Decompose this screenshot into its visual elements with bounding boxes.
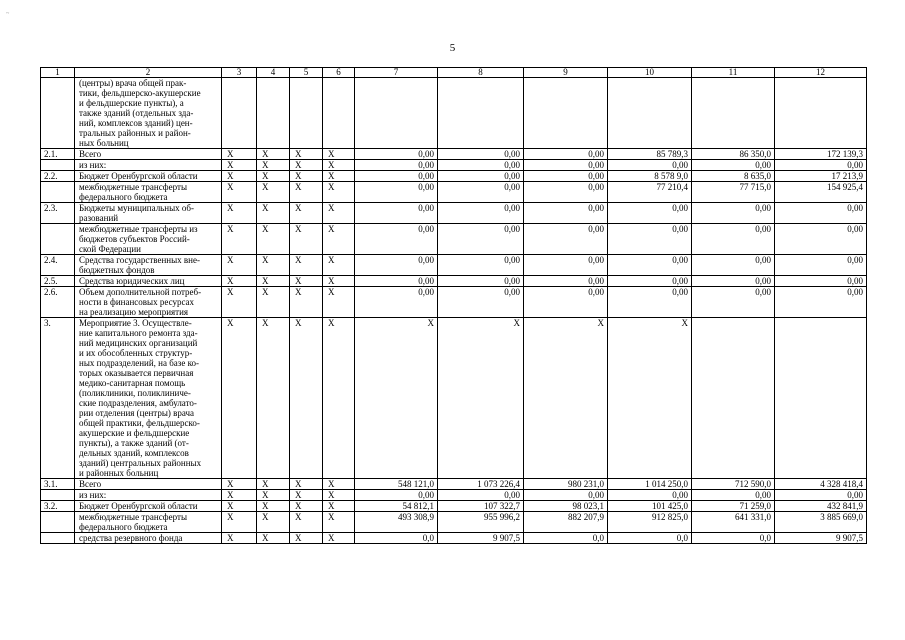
table-cell: 0,00 (524, 182, 608, 203)
row-description: средства резервного фонда (75, 533, 222, 544)
table-cell: 641 331,0 (692, 512, 775, 533)
table-cell: 1 014 250,0 (608, 479, 692, 490)
table-cell (355, 78, 438, 149)
row-number: 2.5. (41, 276, 75, 287)
table-cell: 0,00 (608, 287, 692, 318)
row-description: межбюджетные трансферты из бюджетов субъектов Россий- ской Федерации (75, 224, 222, 255)
row-number: 2.2. (41, 171, 75, 182)
table-cell: 0,00 (355, 149, 438, 160)
table-cell: X (323, 501, 355, 512)
table-cell: 107 322,7 (438, 501, 524, 512)
column-header: 5 (290, 68, 323, 78)
table-row (41, 224, 867, 255)
table-cell: X (290, 479, 323, 490)
corner-mark: ~ (6, 11, 10, 17)
table-cell: 0,00 (438, 203, 524, 224)
table-row (41, 276, 867, 287)
row-description: межбюджетные трансферты федерального бюджета (75, 182, 222, 203)
row-description: из них: (75, 160, 222, 171)
table-cell: 0,00 (608, 276, 692, 287)
table-cell: X (222, 182, 257, 203)
table-cell: X (323, 533, 355, 544)
table-cell (323, 78, 355, 149)
table-cell: 0,00 (775, 490, 867, 501)
column-header: 9 (524, 68, 608, 78)
table-cell: 0,00 (692, 490, 775, 501)
table-cell: X (323, 276, 355, 287)
table-header-row (41, 68, 867, 78)
table-cell: 77 715,0 (692, 182, 775, 203)
row-description: Всего (75, 479, 222, 490)
row-description: Бюджет Оренбургской области (75, 501, 222, 512)
column-header: 6 (323, 68, 355, 78)
table-row (41, 490, 867, 501)
table-cell: 0,00 (438, 182, 524, 203)
table-cell: 0,00 (524, 149, 608, 160)
table-cell: 0,00 (438, 149, 524, 160)
row-number (41, 512, 75, 533)
table-cell: X (323, 512, 355, 533)
row-number (41, 182, 75, 203)
table-cell: X (290, 512, 323, 533)
table-cell: 432 841,9 (775, 501, 867, 512)
table-cell: X (257, 160, 290, 171)
table-cell: X (222, 203, 257, 224)
table-cell: 0,00 (355, 276, 438, 287)
table-cell: X (222, 224, 257, 255)
table-cell: X (323, 479, 355, 490)
column-header: 10 (608, 68, 692, 78)
table-cell: 912 825,0 (608, 512, 692, 533)
table-cell: X (257, 501, 290, 512)
table-cell: X (290, 149, 323, 160)
table-cell: 0,00 (608, 203, 692, 224)
table-cell: X (290, 182, 323, 203)
table-cell: 77 210,4 (608, 182, 692, 203)
table-cell: 0,00 (775, 255, 867, 276)
row-description: Мероприятие 3. Осуществле- ние капитального ремонта зда- ний медицинских организаций и их обособленных структур- ных подразделений, на базе ко- торых оказывается первичная медико-санитарная помощь (поликлиники, поликлиниче- ские подразделения, амбулато- рии отделения (центры) врача общей практики, фельдшерско- акушерские и фельдшерские пункты), а также зданий (от- дельных зданий, комплексов зданий) центральных районных и районных больниц (75, 318, 222, 479)
table-cell: 0,00 (355, 255, 438, 276)
column-header: 2 (75, 68, 222, 78)
table-cell: 172 139,3 (775, 149, 867, 160)
table-cell: 0,00 (438, 224, 524, 255)
row-number: 2.3. (41, 203, 75, 224)
table-cell: X (222, 255, 257, 276)
table-cell (608, 78, 692, 149)
row-number: 2.1. (41, 149, 75, 160)
table-cell: X (323, 171, 355, 182)
row-number (41, 224, 75, 255)
table-cell: X (290, 160, 323, 171)
table-cell: 0,0 (608, 533, 692, 544)
table-cell: X (222, 160, 257, 171)
table-cell: 0,00 (608, 255, 692, 276)
table-cell: X (257, 255, 290, 276)
table-row (41, 149, 867, 160)
table-cell: 101 425,0 (608, 501, 692, 512)
table-cell: 3 885 669,0 (775, 512, 867, 533)
table-cell: X (257, 490, 290, 501)
table-cell: X (290, 533, 323, 544)
table-cell: 1 073 226,4 (438, 479, 524, 490)
table-cell: X (222, 318, 257, 479)
row-number: 2.6. (41, 287, 75, 318)
table-row (41, 160, 867, 171)
table-cell: X (323, 255, 355, 276)
table-row (41, 479, 867, 490)
table-cell: X (323, 203, 355, 224)
table-cell: X (222, 276, 257, 287)
table-cell: X (257, 276, 290, 287)
row-description: Бюджеты муниципальных об- разований (75, 203, 222, 224)
table-row (41, 78, 867, 149)
table-cell: 0,00 (355, 224, 438, 255)
table-cell: X (290, 318, 323, 479)
table-cell: 0,00 (608, 224, 692, 255)
table-cell: 9 907,5 (775, 533, 867, 544)
table-cell: 0,00 (692, 287, 775, 318)
table-cell: X (257, 182, 290, 203)
table-cell: X (222, 171, 257, 182)
table-row (41, 203, 867, 224)
table-cell: X (257, 287, 290, 318)
table-cell: 0,00 (775, 203, 867, 224)
column-header: 4 (257, 68, 290, 78)
table-cell: 0,00 (775, 160, 867, 171)
row-number: 3.2. (41, 501, 75, 512)
table-cell (692, 318, 775, 479)
table-cell: 0,00 (524, 224, 608, 255)
table-cell: 0,00 (692, 276, 775, 287)
row-number (41, 78, 75, 149)
table-cell: X (290, 276, 323, 287)
row-description: Объем дополнительной потреб- ности в финансовых ресурсах на реализацию мероприятия (75, 287, 222, 318)
budget-table (40, 67, 867, 544)
table-cell (290, 78, 323, 149)
table-cell: X (222, 490, 257, 501)
table-row (41, 512, 867, 533)
table-cell: X (257, 224, 290, 255)
table-cell (524, 78, 608, 149)
table-cell: X (355, 318, 438, 479)
row-description: межбюджетные трансферты федерального бюджета (75, 512, 222, 533)
table-row (41, 182, 867, 203)
table-cell: 0,00 (355, 182, 438, 203)
table-row (41, 255, 867, 276)
table-cell: 0,00 (355, 171, 438, 182)
table-cell: X (222, 501, 257, 512)
table-cell: 0,00 (524, 276, 608, 287)
table-cell: 86 350,0 (692, 149, 775, 160)
table-cell: 0,00 (692, 160, 775, 171)
table-cell: X (290, 203, 323, 224)
table-cell: 4 328 418,4 (775, 479, 867, 490)
row-description: (центры) врача общей прак- тики, фельдшерско-акушерские и фельдшерские пункты), а также зданий (отдельных зда- ний, комплексов зданий) цен- тральных районных и район- ных больниц (75, 78, 222, 149)
table-cell: X (222, 149, 257, 160)
table-row (41, 171, 867, 182)
table-cell: X (257, 512, 290, 533)
table-cell: X (257, 533, 290, 544)
table-cell (438, 78, 524, 149)
column-header: 11 (692, 68, 775, 78)
table-cell: 98 023,1 (524, 501, 608, 512)
table-cell: X (290, 490, 323, 501)
table-cell: 548 121,0 (355, 479, 438, 490)
table-cell: 712 590,0 (692, 479, 775, 490)
column-header: 8 (438, 68, 524, 78)
table-cell: X (222, 533, 257, 544)
table-cell: 0,00 (524, 171, 608, 182)
row-number: 3. (41, 318, 75, 479)
row-description: Всего (75, 149, 222, 160)
table-cell: X (290, 171, 323, 182)
table-cell: 882 207,9 (524, 512, 608, 533)
table-row (41, 501, 867, 512)
table-cell: X (323, 318, 355, 479)
row-number: 3.1. (41, 479, 75, 490)
row-number: 2.4. (41, 255, 75, 276)
row-description: Средства юридических лиц (75, 276, 222, 287)
table-cell: 0,00 (692, 203, 775, 224)
table-cell: X (290, 501, 323, 512)
table-cell: X (323, 490, 355, 501)
table-cell: 0,00 (524, 287, 608, 318)
row-description: из них: (75, 490, 222, 501)
table-cell: X (222, 512, 257, 533)
table-cell: 0,00 (775, 287, 867, 318)
table-cell: X (608, 318, 692, 479)
table-cell: 0,00 (438, 287, 524, 318)
table-cell: X (257, 318, 290, 479)
column-header: 12 (775, 68, 867, 78)
row-description: Средства государственных вне- бюджетных фондов (75, 255, 222, 276)
table-cell: 0,00 (355, 287, 438, 318)
table-cell: 980 231,0 (524, 479, 608, 490)
table-cell (692, 78, 775, 149)
table-cell: 8 635,0 (692, 171, 775, 182)
table-cell: 8 578 9,0 (608, 171, 692, 182)
table-cell: 0,00 (775, 276, 867, 287)
table-cell: 0,00 (775, 224, 867, 255)
table-cell: 955 996,2 (438, 512, 524, 533)
row-description: Бюджет Оренбургской области (75, 171, 222, 182)
table-cell: 0,00 (438, 171, 524, 182)
table-cell: X (438, 318, 524, 479)
table-cell: 0,00 (438, 276, 524, 287)
table-cell: X (257, 149, 290, 160)
table-cell: X (323, 224, 355, 255)
table-cell: X (290, 287, 323, 318)
table-cell: 0,00 (692, 224, 775, 255)
table-cell: 0,00 (524, 203, 608, 224)
row-number (41, 533, 75, 544)
table-cell: 0,00 (438, 160, 524, 171)
table-cell: X (222, 479, 257, 490)
column-header: 3 (222, 68, 257, 78)
table-cell: 0,00 (524, 160, 608, 171)
column-header: 7 (355, 68, 438, 78)
table-cell: 0,00 (355, 203, 438, 224)
table-cell: X (323, 160, 355, 171)
table-cell: X (222, 287, 257, 318)
page-number: 5 (449, 42, 456, 54)
table-cell: X (323, 287, 355, 318)
table-cell: X (524, 318, 608, 479)
table-cell (775, 318, 867, 479)
row-number (41, 490, 75, 501)
table-cell: X (323, 182, 355, 203)
row-number (41, 160, 75, 171)
table-cell: 71 259,0 (692, 501, 775, 512)
table-cell: X (257, 203, 290, 224)
column-header: 1 (41, 68, 75, 78)
table-cell: 17 213,9 (775, 171, 867, 182)
table-cell: 0,00 (524, 490, 608, 501)
table-cell: 0,0 (355, 533, 438, 544)
table-row (41, 318, 867, 479)
table-cell: 85 789,3 (608, 149, 692, 160)
table-cell: X (323, 149, 355, 160)
table-cell: 0,00 (524, 255, 608, 276)
table-row (41, 287, 867, 318)
table-cell: 0,0 (692, 533, 775, 544)
table-cell: X (290, 224, 323, 255)
table-cell: X (290, 255, 323, 276)
table-cell: X (257, 171, 290, 182)
table-cell: 154 925,4 (775, 182, 867, 203)
table-cell: 0,00 (608, 160, 692, 171)
table-cell: 54 812,1 (355, 501, 438, 512)
table-cell (775, 78, 867, 149)
table-cell: X (257, 479, 290, 490)
table-cell (257, 78, 290, 149)
table-cell: 0,00 (438, 255, 524, 276)
table-cell: 493 308,9 (355, 512, 438, 533)
table-cell: 0,00 (355, 490, 438, 501)
table-cell: 0,00 (438, 490, 524, 501)
table-cell: 9 907,5 (438, 533, 524, 544)
table-cell: 0,00 (355, 160, 438, 171)
table-cell: 0,0 (524, 533, 608, 544)
table-cell: 0,00 (692, 255, 775, 276)
table-cell (222, 78, 257, 149)
table-row (41, 533, 867, 544)
table-cell: 0,00 (608, 490, 692, 501)
